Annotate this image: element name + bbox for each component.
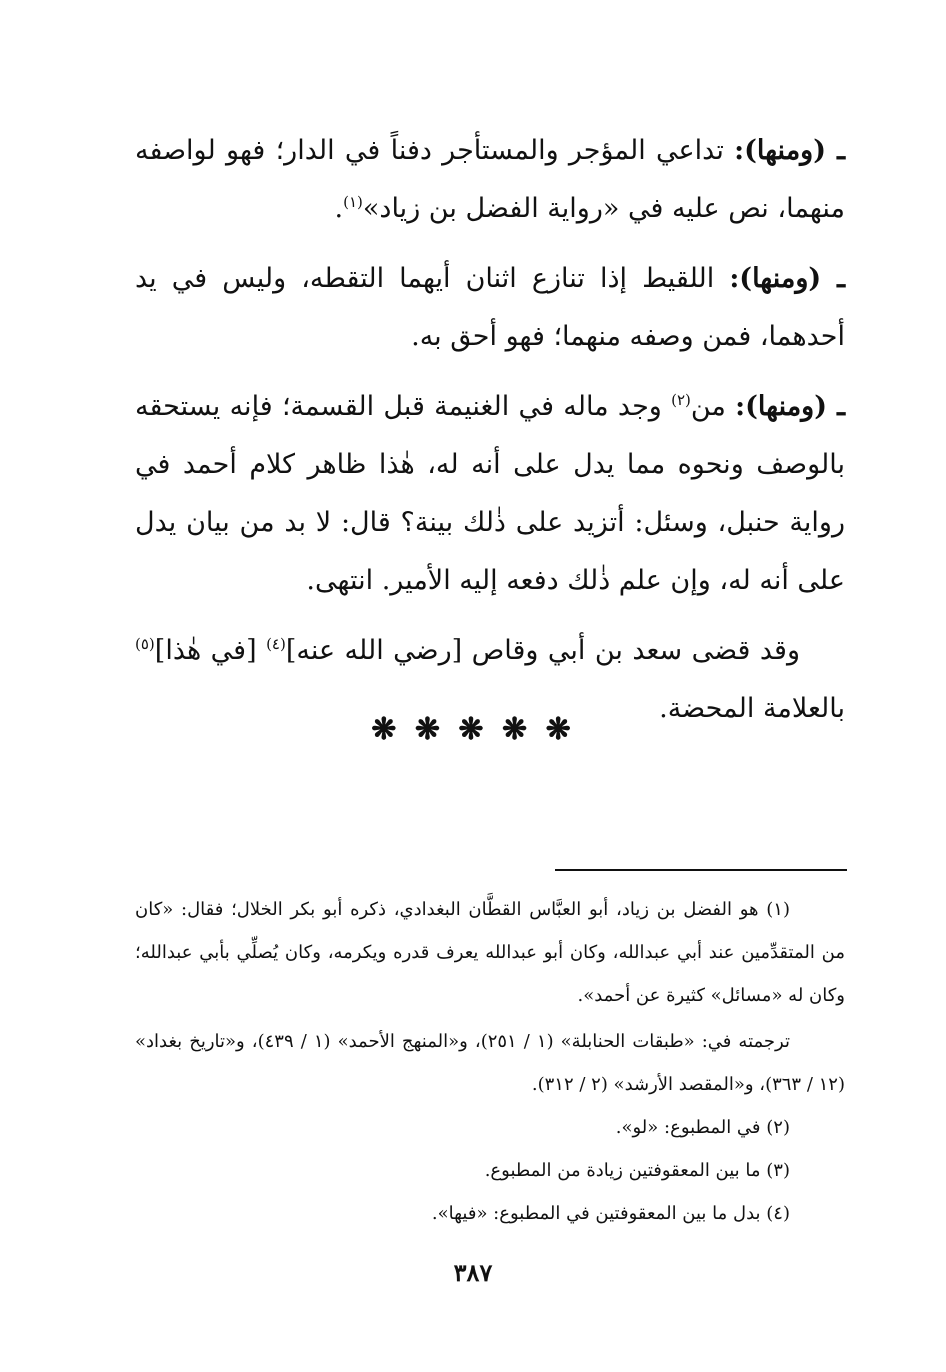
paragraph-text: بالعلامة المحضة. — [659, 693, 845, 724]
footnote-marker: (١) — [343, 193, 363, 211]
paragraph-text: [في هٰذا] — [154, 635, 267, 666]
footnote-marker: (٤) — [266, 635, 286, 653]
paragraph-lead: ـ (ومنها): — [735, 391, 845, 422]
paragraph-text: وقد قضى سعد بن أبي وقاص [رضي الله عنه] — [285, 635, 800, 666]
footnote-2: (٢) في المطبوع: «لو». — [615, 1117, 790, 1138]
paragraph-lead: ـ (ومنها): — [734, 135, 845, 166]
footnotes — [135, 888, 845, 1235]
paragraph-2 — [135, 250, 845, 366]
footnote-1: (١) هو الفضل بن زياد، أبو العبَّاس القطَّان البغدادي، ذكره أبو بكر الخلال؛ فقال: «كان من المتقدِّمين عند أبي عبدالله، وكان أبو عبدالله يعرف قدره ويكرمه، وكان يُصلِّي بأبي عبدالله؛ وكان له «مسائل» كثيرة عن أحمد». — [135, 899, 845, 1006]
footnote-divider — [555, 869, 847, 871]
paragraph-lead: ـ (ومنها): — [729, 263, 845, 294]
paragraph-text: اللقيط إذا تنازع اثنان أيهما التقطه، وليس في يد أحدهما، فمن وصفه منهما؛ فهو أحق به. — [135, 263, 845, 352]
footnote-1-continued: ترجمته في: «طبقات الحنابلة» (١ / ٢٥١)، و«المنهج الأحمد» (١ / ٤٣٩)، و«تاريخ بغداد» (١٢ / ٣٦٣)، و«المقصد الأرشد» (٢ / ٣١٢). — [135, 1031, 845, 1095]
main-text — [135, 122, 845, 750]
paragraph-text: تداعي المؤجر والمستأجر دفناً في الدار؛ فهو لواصفه منهما، نص عليه في «رواية الفضل بن زياد» — [135, 135, 845, 224]
footnote-marker: (٢) — [671, 391, 691, 409]
footnote-marker: (٥) — [135, 635, 155, 653]
paragraph-text: . — [334, 193, 344, 224]
footnote-3: (٣) ما بين المعقوفتين زيادة من المطبوع. — [484, 1160, 790, 1181]
paragraph-3 — [135, 378, 845, 610]
footnote-4: (٤) بدل ما بين المعقوفتين في المطبوع: «فيها». — [431, 1203, 790, 1224]
paragraph-text: من — [690, 391, 736, 422]
paragraph-1 — [135, 122, 845, 238]
page-number: ٣٨٧ — [453, 1258, 493, 1287]
section-separator: ❋ ❋ ❋ ❋ ❋ — [371, 712, 575, 747]
paragraph-text: وجد ماله في الغنيمة قبل القسمة؛ فإنه يستحقه بالوصف ونحوه مما يدل على أنه له، هٰذا ظاهر كلام أحمد في رواية حنبل، وسئل: أتزيد على ذٰلك بينة؟ قال: لا بد من بيان يدل على أنه له، وإن علم ذٰلك دفعه إليه الأمير. انتهى. — [135, 391, 845, 596]
